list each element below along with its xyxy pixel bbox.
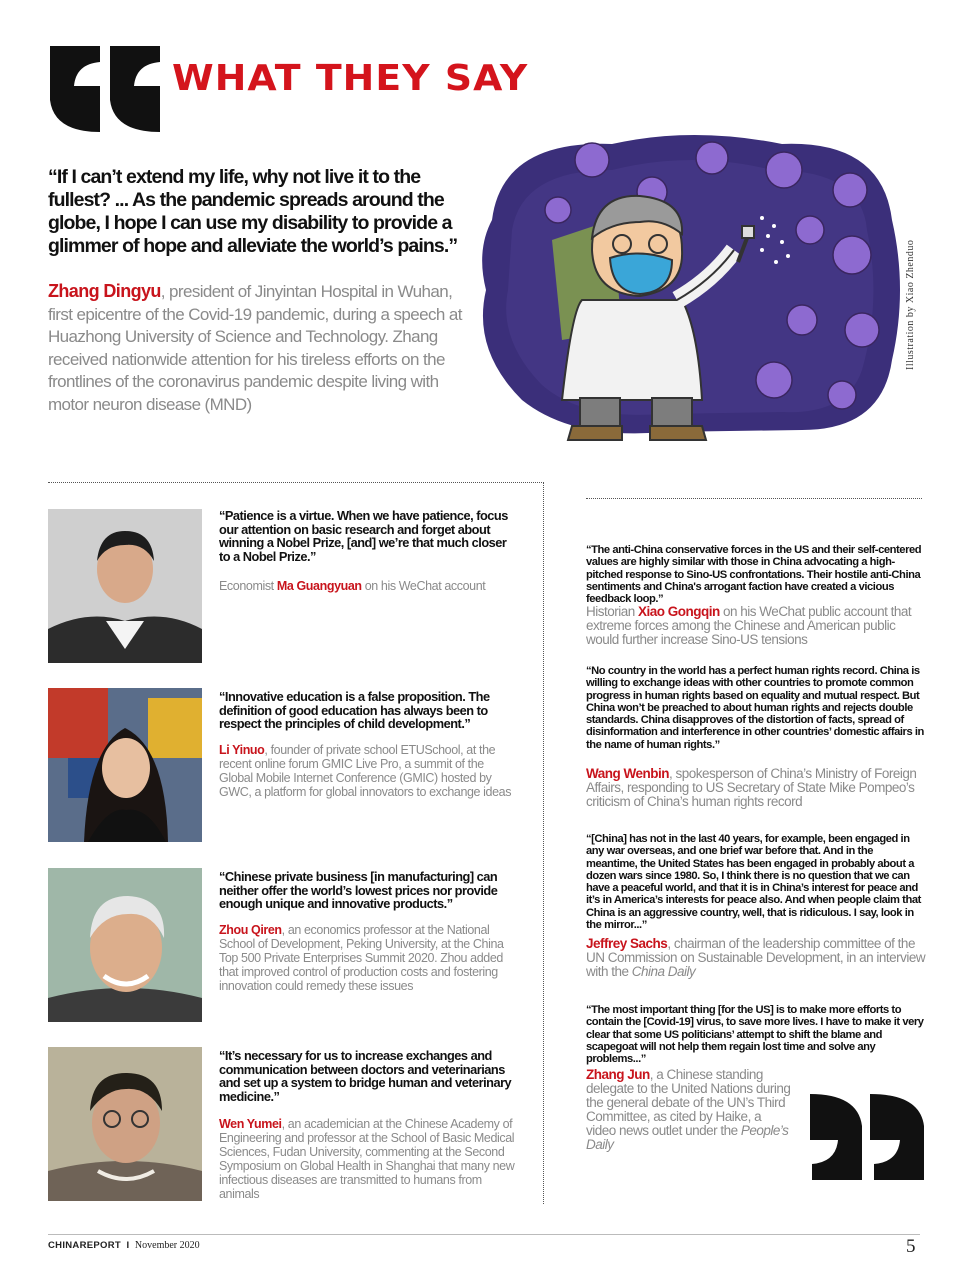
left-name-4: Wen Yumei xyxy=(219,1117,282,1131)
left-name-1: Ma Guangyuan xyxy=(276,579,362,593)
right-quote-3: “[China] has not in the last 40 years, for example, been engaged in any war overseas, and one brief war before that. And in the meantime, the United States has been engaged in probably about a dozen wars since 1980. So, I think there is no question that we can have a peaceful world, and that it is in China’s interest for peace and it’s in America’s interests for peace also. And when people claim that China is an aggressive country, well, that is ridiculous. I say, look in the mirror...” xyxy=(586,833,921,932)
footer-separator: I xyxy=(126,1240,130,1251)
right-quote-2: “No country in the world has a perfect human rights record. China is willing to exchange ideas with other countries to promote common progress in human rights based on equality and mutual respect. But China won’t be preached to about human rights and rejects double standards. China disapproves of the distortion of facts, spread of disinformation and interference in other countries’ domestic affairs in the name of human rights.” xyxy=(586,665,924,751)
left-quote-4: “It’s necessary for us to increase exchanges and communication between doctors and veterinarians and set up a system to bridge human and veterinary medicine.” xyxy=(219,1048,512,1104)
right-name-4: Zhang Jun xyxy=(586,1067,650,1082)
illustration-credit: Illustration by Xiao Zhenduo xyxy=(905,239,916,370)
main-name: Zhang Dingyu xyxy=(48,281,161,301)
photo-li-yinuo xyxy=(48,688,202,842)
right-name-1: Xiao Gongqin xyxy=(638,604,720,619)
left-quote-1: “Patience is a virtue. When we have patience, focus our attention on basic research and forget about winning a Nobel Prize, [and] we’re that much closer to a Nobel Prize.” xyxy=(219,508,508,564)
right-quote-4: “The most important thing [for the US] is to make more efforts to contain the [Covid-19] virus, to save more lives. I have to make it very clear that some US politicians’ attempt to shift the blame and scapegoat will not help them regain lost time and solve any problems...” xyxy=(586,1004,924,1066)
right-quote-1: “The anti-China conservative forces in the US and their self-centered values are highly similar with those in China advocating a high-pitched response to Sino-US confrontations. Their hostile anti-China sentiments and China's arrogant faction have created a vicious feedback loop.” xyxy=(586,544,922,606)
separator-left-top xyxy=(48,482,544,483)
right-name-2: Wang Wenbin xyxy=(586,766,669,781)
right-attribution-3: Jeffrey Sachs, chairman of the leadership committee of the UN Commission on Sustainable Development, in an interview with the China Daily xyxy=(586,936,926,979)
footer xyxy=(48,1240,200,1251)
right-attribution-1: Historian Xiao Gongqin on his WeChat public account that extreme forces among the Chinese and American public would further increase Sino-US tensions xyxy=(586,604,912,647)
right-name-3: Jeffrey Sachs xyxy=(586,936,668,951)
left-attribution-1: Economist Ma Guangyuan on his WeChat account xyxy=(219,579,486,593)
right-attribution-2: Wang Wenbin, spokesperson of China’s Ministry of Foreign Affairs, responding to US Secretary of State Mike Pompeo’s criticism of China’s human rights record xyxy=(586,766,917,809)
photo-wen-yumei xyxy=(48,1047,202,1201)
right-attribution-4: Zhang Jun, a Chinese standing delegate to the United Nations during the general debate of the UN’s Third Committee, as cited by Haike, a video news outlet under the People’s Daily xyxy=(586,1067,791,1152)
left-name-2: Li Yinuo xyxy=(219,743,265,757)
main-attribution: Zhang Dingyu, president of Jinyintan Hospital in Wuhan, first epicentre of the Covid-19 pandemic, during a speech at Huazhong University of Science and Technology. Zhang received nationwide attention for his tireless efforts on the frontlines of the coronavirus pandemic despite living with motor neuron disease (MND) xyxy=(48,281,462,414)
left-quote-2: “Innovative education is a false proposition. The definition of good education has always been to respect the principles of child development.” xyxy=(219,689,490,731)
left-attribution-2: Li Yinuo, founder of private school ETUSchool, at the recent online forum GMIC Live Pro, a summit of the Global Mobile Internet Conference (GMIC) hosted by GWC, a platform for global innovators to exchange ideas xyxy=(219,743,512,799)
left-quote-3: “Chinese private business [in manufacturing] can neither offer the world’s lowest prices nor provide enough unique and innovative products.” xyxy=(219,869,498,911)
left-attribution-3: Zhou Qiren, an economics professor at the National School of Development, Peking University, at the China Top 500 Private Enterprises Summit 2020. Zhou added that improved control of production costs and fostering innovation could remedy these issues xyxy=(219,923,504,993)
left-attribution-4: Wen Yumei, an academician at the Chinese Academy of Engineering and professor at the School of Basic Medical Sciences, Fudan University, commenting at the Second Symposium on Global Health in Shanghai that many new infectious diseases are transmitted to humans from animals xyxy=(219,1117,515,1201)
issue-date: November 2020 xyxy=(134,1240,200,1251)
left-name-3: Zhou Qiren xyxy=(219,923,282,937)
photo-ma-guangyuan xyxy=(48,509,202,663)
open-quote-mark-icon xyxy=(46,40,166,132)
close-quote-mark-icon xyxy=(804,1094,928,1186)
page-number: 5 xyxy=(906,1236,916,1257)
page-title: WHAT THEY SAY xyxy=(172,58,529,99)
main-quote: “If I can’t extend my life, why not live it to the fullest? ... As the pandemic spreads around the globe, I hope I can use my disability to provide a glimmer of hope and alleviate the world’s pains.” xyxy=(48,166,458,257)
separator-vertical xyxy=(543,482,544,1204)
magazine-name: CHINAREPORT xyxy=(48,1240,121,1251)
separator-right-top xyxy=(586,498,922,499)
photo-zhou-qiren xyxy=(48,868,202,1022)
doctor-disinfecting-virus-illustration xyxy=(462,130,904,450)
footer-rule xyxy=(48,1234,920,1235)
